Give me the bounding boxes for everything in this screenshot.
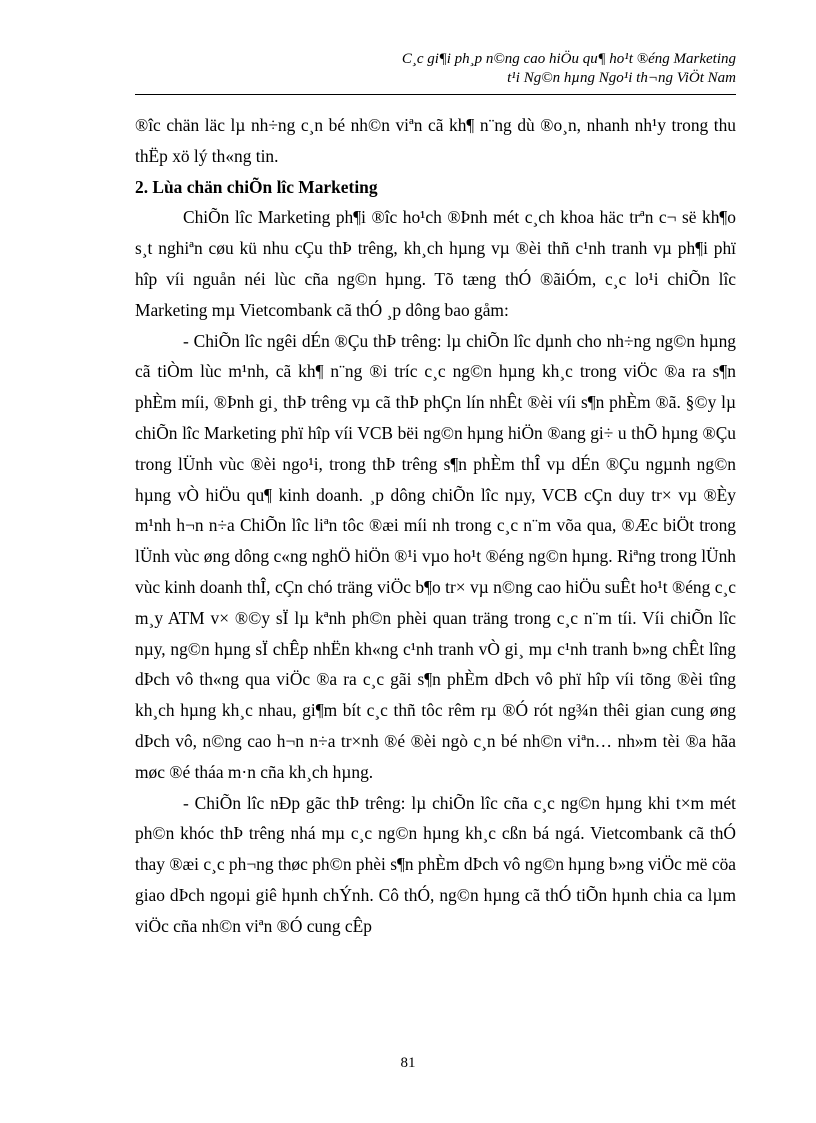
running-header	[402, 50, 736, 88]
paragraph-continuation: ®îc chän läc lµ nh÷ng c¸n bé nh©n viªn cã kh¶ n¨ng dù ®o¸n, nhanh nh¹y trong thu thËp xö lý th«ng tin.	[135, 115, 736, 166]
header-line-1: C¸c gi¶i ph¸p n©ng cao hiÖu qu¶ ho¹t ®éng Marketing	[401, 51, 736, 67]
page-body	[135, 110, 736, 942]
section-heading: 2. Lùa chän chiÕn lîc Marketing	[135, 176, 378, 197]
paragraph-niche: - ChiÕn lîc nÐp gãc thÞ trêng: lµ chiÕn lîc cña c¸c ng©n hµng khi t×m mét ph©n khóc thÞ trêng nhá mµ c¸c ng©n hµng kh¸c cßn bá ngá. Vietcombank cã thÓ thay ®æi c¸c ph¬ng thøc ph©n phèi s¶n phÈm dÞch vô ng©n hµng b»ng viÖc më cöa giao dÞch ngoµi giê hµnh chÝnh. Cô thÓ, ng©n hµng cã thÓ tiÕn hµnh chia ca lµm viÖc cña nh©n viªn ®Ó cung cÊp	[135, 792, 736, 936]
page-number: 81	[400, 1055, 416, 1071]
header-line-2: t¹i Ng©n hµng Ngo¹i th¬ng ViÖt Nam	[507, 70, 736, 86]
paragraph-strategy-intro: ChiÕn lîc Marketing ph¶i ®îc ho¹ch ®Þnh mét c¸ch khoa häc trªn c¬ së kh¶o s¸t nghiªn cøu kü nhu cÇu thÞ trêng, kh¸ch hµng vµ ®èi thñ c¹nh tranh vµ ph¶i phï hîp víi nguån néi lùc cña ng©n hµng. Tõ tæng thÓ ®ãiÓm, c¸c lo¹i chiÕn lîc Marketing mµ Vietcombank cã thÓ ¸p dông bao gåm:	[135, 207, 736, 320]
paragraph-market-leader: - ChiÕn lîc ngêi dÉn ®Çu thÞ trêng: lµ chiÕn lîc dµnh cho nh÷ng ng©n hµng cã tiÒm lùc m¹nh, cã kh¶ n¨ng ®i tríc c¸c ng©n hµng kh¸c trong viÖc ®a ra s¶n phÈm míi, ®Þnh gi¸ thÞ trêng vµ cã thÞ phÇn lín nhÊt ®èi víi s¶n phÈm ®ã. §©y lµ chiÕn lîc Marketing phï hîp víi VCB bëi ng©n hµng hiÖn ®ang gi÷ u thÕ hµng ®Çu trong lÜnh vùc ®èi ngo¹i, trong thÞ trêng s¶n phÈm thÎ vµ dÉn ®Çu ngµnh ng©n hµng vÒ hiÖu qu¶ kinh doanh. ¸p dông chiÕn lîc nµy, VCB cÇn duy tr× vµ ®Èy m¹nh h¬n n÷a ChiÕn lîc liªn tôc ®æi míi nh trong c¸c n¨m võa qua, ®Æc biÖt trong lÜnh vùc øng dông c«ng nghÖ hiÖn ®¹i vµo ho¹t ®éng ng©n hµng. Riªng trong lÜnh vùc kinh doanh thÎ, cÇn chó träng viÖc b¶o tr× vµ n©ng cao hiÖu suÊt ho¹t ®éng c¸c m¸y ATM v× ®©y sÏ lµ kªnh ph©n phèi quan träng trong c¸c n¨m tíi. Víi chiÕn lîc nµy, ng©n hµng sÏ chÊp nhËn kh«ng c¹nh tranh vÒ gi¸ mµ c¹nh tranh b»ng chÊt lîng dÞch vô th«ng qua viÖc ®a ra c¸c gãi s¶n phÈm dÞch vô phï hîp víi tõng ®èi tîng kh¸ch hµng kh¸c nhau, gi¶m bít c¸c thñ tôc rêm rµ ®Ó rót ng¾n thêi gian cung øng dÞch vô, n©ng cao h¬n n÷a tr×nh ®é ®èi ngò c¸n bé nh©n viªn… nh»m tèi ®a hãa møc ®é tháa m·n cña kh¸ch hµng.	[135, 330, 736, 782]
header-rule	[135, 94, 736, 95]
